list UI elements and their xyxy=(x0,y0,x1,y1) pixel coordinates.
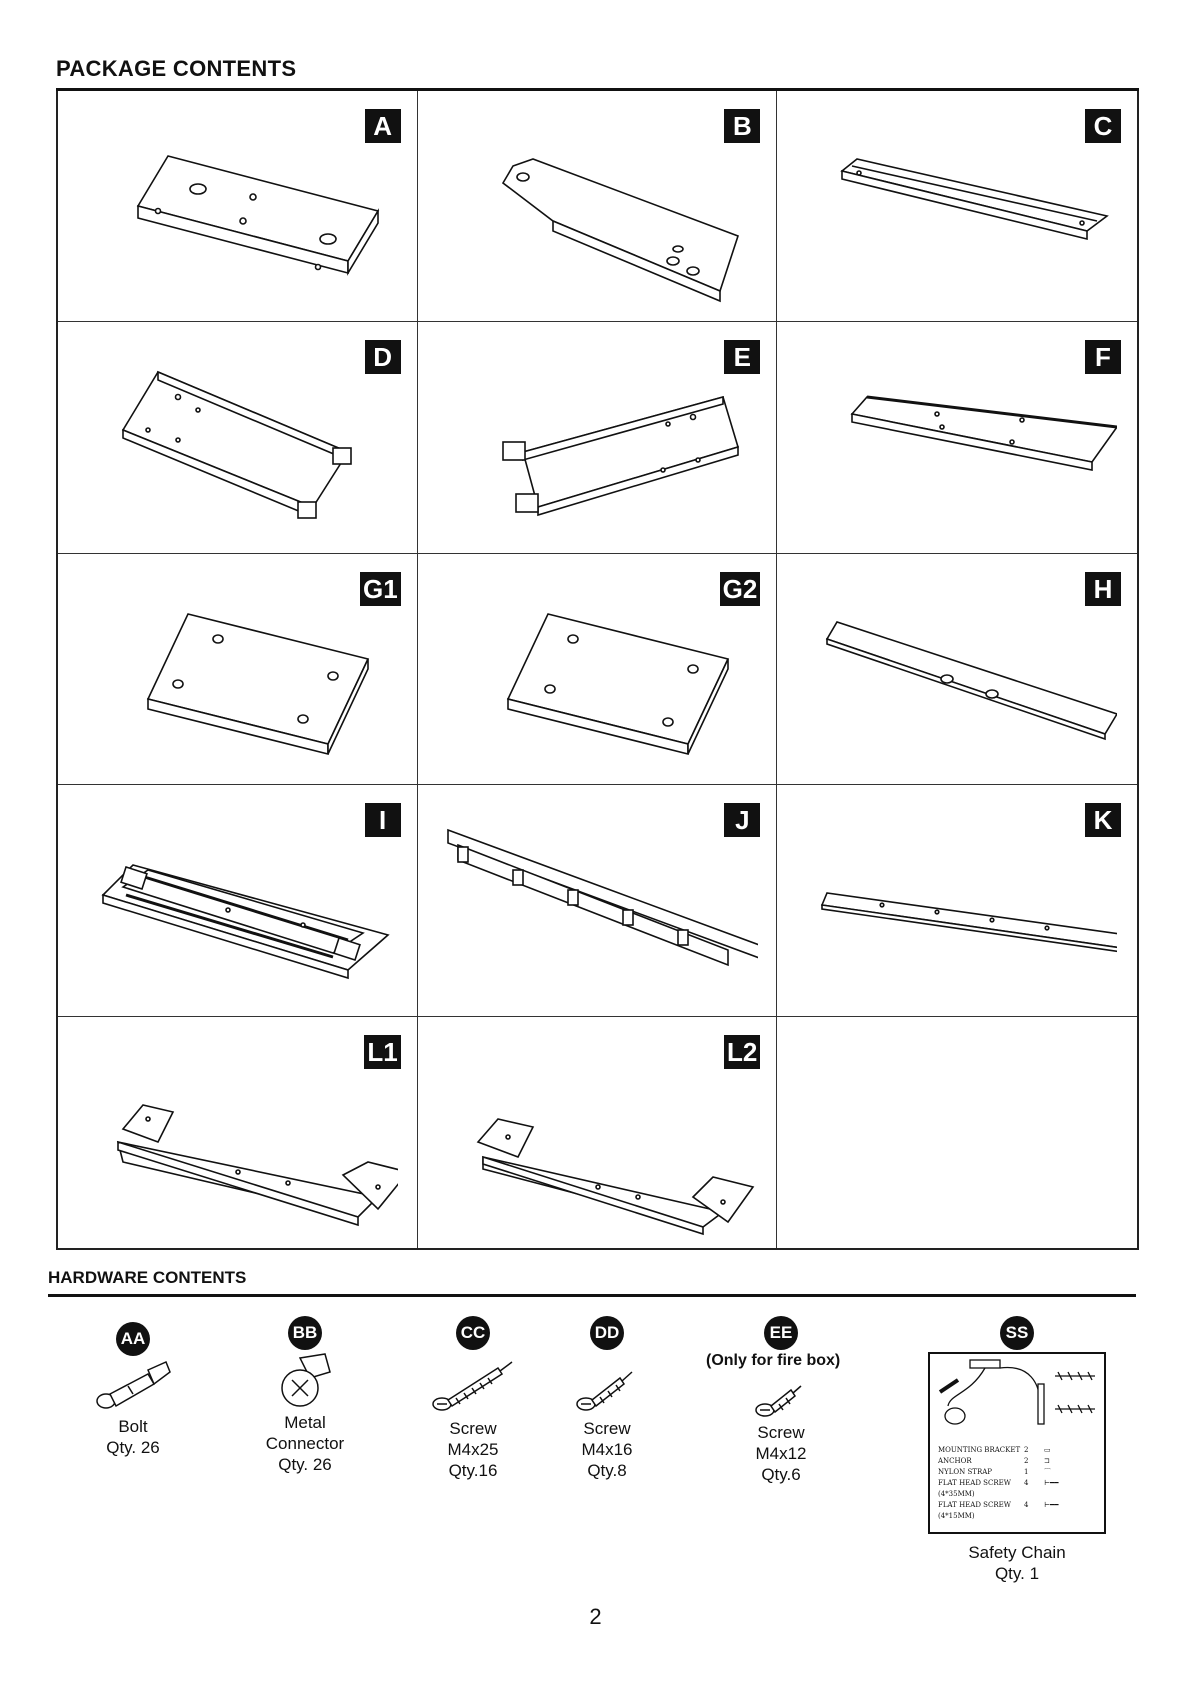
part-cell-f xyxy=(777,322,1137,553)
part-cell-d xyxy=(58,322,418,553)
kit-row-qty: 2 xyxy=(1024,1457,1029,1465)
panel-e-drawing xyxy=(438,352,758,542)
package-contents-title: PACKAGE CONTENTS xyxy=(56,56,297,81)
kit-row-label: FLAT HEAD SCREW (4*15MM) xyxy=(938,1501,1011,1520)
strap-icon: ⌒ xyxy=(1044,1468,1051,1476)
part-cell-k xyxy=(777,785,1137,1016)
hardware-name: Safety Chain xyxy=(968,1543,1066,1562)
empty-cell xyxy=(777,1017,1137,1248)
part-label: A xyxy=(365,109,401,143)
part-label: L1 xyxy=(364,1035,400,1069)
part-label: K xyxy=(1085,803,1121,837)
part-cell-j xyxy=(418,785,778,1016)
safety-chain-kit xyxy=(928,1352,1106,1534)
panel-l2-drawing xyxy=(438,1047,758,1237)
hardware-badge: EE xyxy=(764,1316,798,1350)
part-cell-l1 xyxy=(58,1017,418,1248)
kit-row-label: ANCHOR xyxy=(938,1457,972,1465)
part-cell-e xyxy=(418,322,778,553)
panel-g2-drawing xyxy=(438,584,758,774)
hardware-qty: Qty. 26 xyxy=(106,1438,160,1457)
part-cell-c xyxy=(777,91,1137,322)
kit-row xyxy=(938,1456,1096,1467)
part-label: D xyxy=(365,340,401,374)
panel-c-drawing xyxy=(797,121,1117,311)
hardware-item-ss xyxy=(928,1542,1106,1584)
panel-d-drawing xyxy=(78,352,398,542)
hardware-badge: AA xyxy=(116,1322,150,1356)
hardware-qty: Qty.16 xyxy=(448,1461,498,1480)
hardware-name: Metal Connector xyxy=(265,1413,345,1453)
part-cell-g1 xyxy=(58,554,418,785)
kit-row xyxy=(938,1500,1096,1522)
part-label: B xyxy=(724,109,760,143)
panel-a-drawing xyxy=(78,121,398,311)
part-cell-g2 xyxy=(418,554,778,785)
part-cell-b xyxy=(418,91,778,322)
part-label: C xyxy=(1085,109,1121,143)
hardware-qty: Qty.6 xyxy=(761,1465,801,1484)
part-label: L2 xyxy=(724,1035,760,1069)
anchor-icon: ⊐ xyxy=(1044,1457,1050,1465)
kit-row xyxy=(938,1467,1096,1478)
part-label: J xyxy=(724,803,760,837)
safety-chain-icon xyxy=(930,1354,1104,1438)
kit-row xyxy=(938,1478,1096,1500)
part-label: H xyxy=(1085,572,1121,606)
part-label: F xyxy=(1085,340,1121,374)
hardware-item-dd xyxy=(552,1316,662,1481)
parts-grid xyxy=(56,91,1139,1250)
part-label: G2 xyxy=(720,572,761,606)
kit-row-label: FLAT HEAD SCREW (4*35MM) xyxy=(938,1479,1011,1498)
hardware-name: Screw xyxy=(583,1419,631,1438)
kit-row xyxy=(938,1445,1096,1456)
part-label: E xyxy=(724,340,760,374)
hardware-badge: SS xyxy=(1000,1316,1034,1350)
hardware-divider xyxy=(48,1294,1136,1297)
part-cell-l2 xyxy=(418,1017,778,1248)
hardware-item-cc xyxy=(418,1316,528,1481)
hardware-size: M4x25 xyxy=(447,1440,499,1459)
hardware-item-ee xyxy=(726,1316,836,1485)
panel-l1-drawing xyxy=(78,1047,398,1237)
hardware-qty: Qty.8 xyxy=(587,1461,627,1480)
part-cell-i xyxy=(58,785,418,1016)
fire-box-note: (Only for fire box) xyxy=(706,1352,841,1369)
kit-row-qty: 4 xyxy=(1024,1479,1029,1487)
panel-i-drawing xyxy=(78,815,398,1005)
hardware-badge: BB xyxy=(288,1316,322,1350)
bracket-icon: ▭ xyxy=(1044,1446,1051,1454)
hardware-badge: CC xyxy=(456,1316,490,1350)
kit-row-qty: 4 xyxy=(1024,1501,1029,1509)
hardware-name: Screw xyxy=(757,1423,805,1442)
part-label: I xyxy=(365,803,401,837)
panel-f-drawing xyxy=(797,352,1117,542)
screw-icon: ⊢━━ xyxy=(1044,1501,1059,1509)
hardware-item-ss-badge xyxy=(962,1316,1072,1350)
hardware-item-bb xyxy=(250,1316,360,1475)
screw-icon xyxy=(572,1350,642,1418)
hardware-name: Bolt xyxy=(118,1417,148,1436)
bolt-icon xyxy=(88,1356,178,1416)
screw-icon xyxy=(428,1350,518,1418)
safety-kit-list xyxy=(930,1443,1104,1524)
hardware-size: M4x12 xyxy=(755,1444,807,1463)
panel-k-drawing xyxy=(797,815,1117,1005)
part-label: G1 xyxy=(360,572,401,606)
screw-icon xyxy=(751,1368,811,1422)
panel-b-drawing xyxy=(438,121,758,311)
metal-connector-icon xyxy=(270,1350,340,1412)
panel-g1-drawing xyxy=(78,584,398,774)
kit-row-label: MOUNTING BRACKET xyxy=(938,1446,1021,1454)
part-cell-h xyxy=(777,554,1137,785)
hardware-name: Screw xyxy=(449,1419,497,1438)
hardware-item-aa xyxy=(78,1322,188,1458)
hardware-badge: DD xyxy=(590,1316,624,1350)
kit-row-qty: 2 xyxy=(1024,1446,1029,1454)
page-number: 2 xyxy=(589,1604,602,1629)
panel-j-drawing xyxy=(438,815,758,1005)
hardware-size: M4x16 xyxy=(581,1440,633,1459)
kit-row-label: NYLON STRAP xyxy=(938,1468,992,1476)
hardware-contents-title: HARDWARE CONTENTS xyxy=(48,1268,247,1287)
panel-h-drawing xyxy=(797,584,1117,774)
part-cell-a xyxy=(58,91,418,322)
screw-icon: ⊢━━ xyxy=(1044,1479,1059,1487)
kit-row-qty: 1 xyxy=(1024,1468,1029,1476)
hardware-qty: Qty. 26 xyxy=(278,1455,332,1474)
hardware-qty: Qty. 1 xyxy=(994,1564,1040,1583)
